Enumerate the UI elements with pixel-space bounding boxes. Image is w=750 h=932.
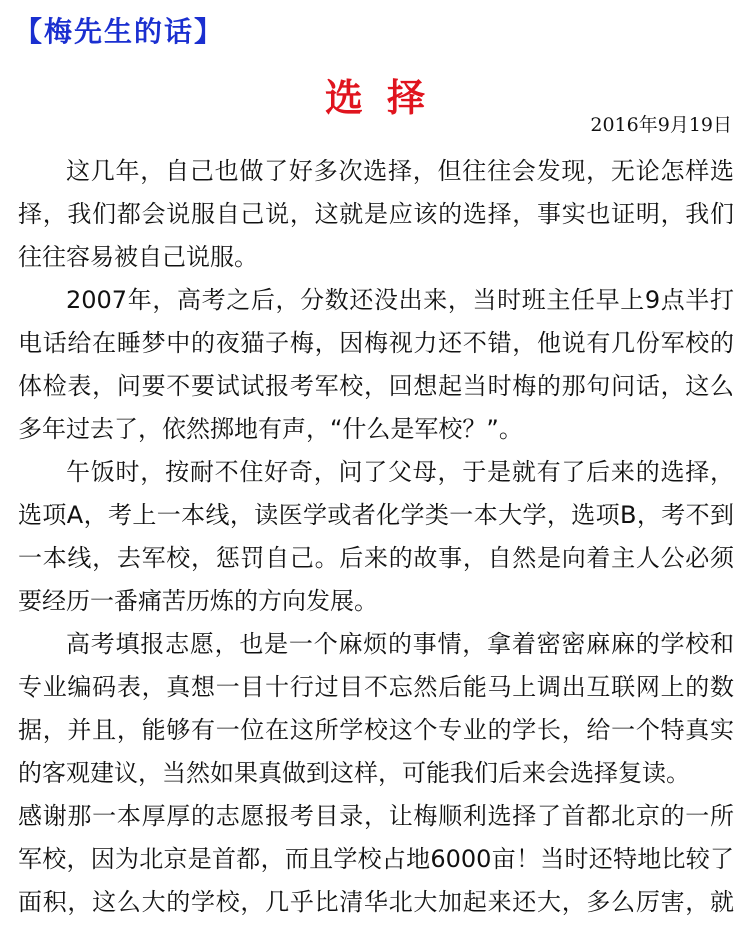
text-line: 往往容易被自己说服。 — [18, 243, 258, 271]
text-line: 多年过去了，依然掷地有声，“什么是军校？”。 — [18, 415, 523, 443]
text-line: 的客观建议，当然如果真做到这样，可能我们后来会选择复读。 — [18, 759, 690, 787]
text-line: 择，我们都会说服自己说，这就是应该的选择，事实也证明，我们 — [18, 200, 734, 228]
text-line: 专业编码表，真想一目十行过目不忘然后能马上调出互联网上的数 — [18, 673, 734, 701]
text-line: 午饭时，按耐不住好奇，问了父母，于是就有了后来的选择， — [66, 458, 734, 486]
text-line: 感谢那一本厚厚的志愿报考目录，让梅顺利选择了首都北京的一所 — [18, 802, 734, 830]
article-title: 选择 — [324, 76, 449, 120]
paragraph-2 — [18, 279, 734, 451]
article-date: 2016年9月19日 — [590, 114, 732, 136]
paragraph-4 — [18, 623, 734, 795]
text-line: 高考填报志愿，也是一个麻烦的事情，拿着密密麻麻的学校和 — [66, 630, 734, 658]
text-line: 一本线，去军校，惩罚自己。后来的故事，自然是向着主人公必须 — [18, 544, 734, 572]
text-line: 据，并且，能够有一位在这所学校这个专业的学长，给一个特真实 — [18, 716, 734, 744]
article-body — [18, 150, 734, 924]
text-line: 这几年，自己也做了好多次选择，但往往会发现，无论怎样选 — [66, 157, 734, 185]
paragraph-3 — [18, 451, 734, 623]
text-line: 体检表，问要不要试试报考军校，回想起当时梅的那句问话，这么 — [18, 372, 734, 400]
text-line: 电话给在睡梦中的夜猫子梅，因梅视力还不错，他说有几份军校的 — [18, 329, 734, 357]
text-line: 选项A，考上一本线，读医学或者化学类一本大学，选项B，考不到 — [18, 501, 734, 529]
text-line: 要经历一番痛苦历炼的方向发展。 — [18, 587, 378, 615]
paragraph-1 — [18, 150, 734, 279]
text-line: 面积，这么大的学校，几乎比清华北大加起来还大，多么厉害，就 — [18, 888, 734, 916]
column-title: 【梅先生的话】 — [14, 15, 225, 48]
text-line: 2007年，高考之后，分数还没出来，当时班主任早上9点半打 — [66, 286, 734, 314]
paragraph-5 — [18, 795, 734, 924]
text-line: 军校，因为北京是首都，而且学校占地6000亩！当时还特地比较了 — [18, 845, 734, 873]
